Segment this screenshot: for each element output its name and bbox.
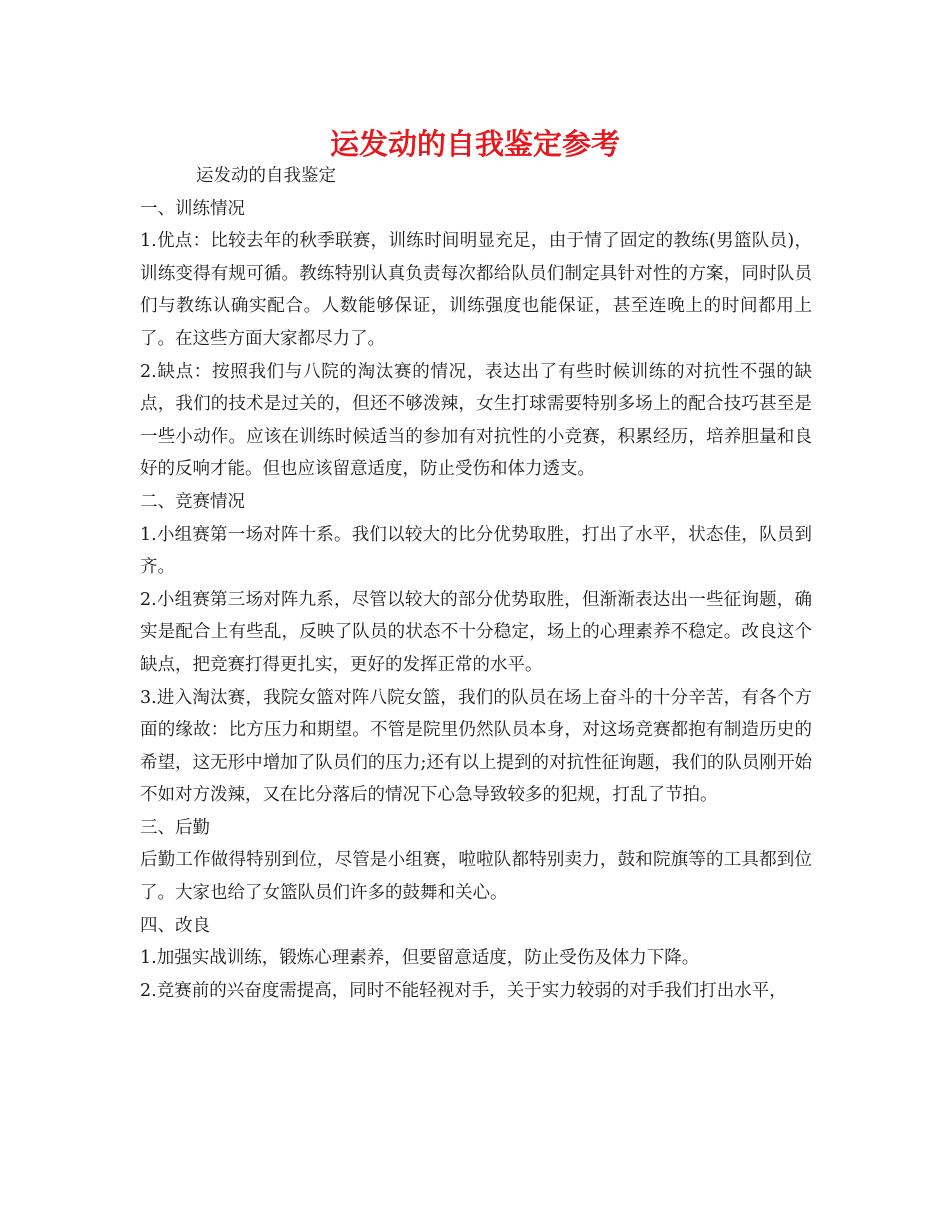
document-title: 运发动的自我鉴定参考 bbox=[329, 127, 620, 161]
section-heading: 三、后勤 bbox=[140, 817, 210, 838]
paragraph: 后勤工作做得特别到位，尽管是小组赛，啦啦队都特别卖力，鼓和院旗等的工具都到位了。大家也给了女篮队员们许多的鼓舞和关心。 bbox=[140, 850, 812, 904]
paragraph: 3.进入淘汰赛，我院女篮对阵八院女篮，我们的队员在场上奋斗的十分辛苦，有各个方面的缘故：比方压力和期望。不管是院里仍然队员本身，对这场竞赛都抱有制造历史的希望，这无形中增加了队员们的压力;还有以上提到的对抗性征询题，我们的队员刚开始不如对方泼辣，又在比分落后的情况下心急导致较多的犯规，打乱了节拍。 bbox=[140, 687, 812, 806]
paragraph: 1.小组赛第一场对阵十系。我们以较大的比分优势取胜，打出了水平，状态佳，队员到齐。 bbox=[140, 524, 812, 578]
paragraph: 2.缺点：按照我们与八院的淘汰赛的情况，表达出了有些时候训练的对抗性不强的缺点，我们的技术是过关的，但还不够泼辣，女生打球需要特别多场上的配合技巧甚至是一些小动作。应该在训练时候适当的参加有对抗性的小竞赛，积累经历，培养胆量和良好的反响才能。但也应该留意适度，防止受伤和体力透支。 bbox=[140, 361, 812, 480]
document-body bbox=[140, 160, 812, 1007]
document-subtitle: 运发动的自我鉴定 bbox=[196, 166, 336, 186]
paragraph: 2.竞赛前的兴奋度需提高，同时不能轻视对手，关于实力较弱的对手我们打出水平， bbox=[140, 980, 787, 1001]
paragraph: 1.优点：比较去年的秋季联赛，训练时间明显充足，由于情了固定的教练(男篮队员)，训练变得有规可循。教练特别认真负责每次都给队员们制定具针对性的方案，同时队员们与教练认确实配合。人数能够保证，训练强度也能保证，甚至连晚上的时间都用上了。在这些方面大家都尽力了。 bbox=[140, 231, 812, 349]
section-heading: 二、竞赛情况 bbox=[140, 491, 245, 512]
paragraph: 2.小组赛第三场对阵九系，尽管以较大的部分优势取胜，但渐渐表达出一些征询题，确实是配合上有些乱，反映了队员的状态不十分稳定，场上的心理素养不稳定。改良这个缺点，把竞赛打得更扎实，更好的发挥正常的水平。 bbox=[140, 589, 812, 675]
section-heading: 四、改良 bbox=[140, 915, 210, 936]
section-heading: 一、训练情况 bbox=[140, 198, 245, 219]
paragraph: 1.加强实战训练，锻炼心理素养，但要留意适度，防止受伤及体力下降。 bbox=[140, 948, 700, 969]
